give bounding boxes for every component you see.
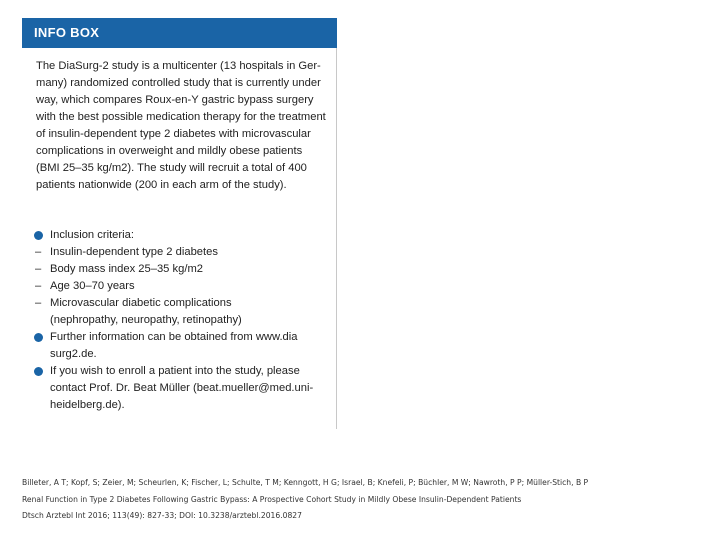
- criteria-text: Microvascular diabetic complications: [50, 297, 232, 309]
- criteria-item: [34, 278, 329, 295]
- dash-icon: –: [35, 280, 42, 292]
- intro-line: of insulin-dependent type 2 diabetes with microvascular: [36, 128, 311, 140]
- inclusion-heading: Inclusion criteria:: [50, 229, 134, 241]
- intro-line: complications in overweight and mildly obese patients: [36, 145, 303, 157]
- enroll-line: heidelberg.de).: [50, 399, 125, 411]
- citation-authors: Billeter, A T; Kopf, S; Zeier, M; Scheurlen, K; Fischer, L; Schulte, T M; Kenngott, H G; Israel, B; Knefeli, P; Büchler, M W; Nawroth, P P; Müller-Stich, B P: [22, 478, 589, 487]
- criteria-text: (nephropathy, neuropathy, retinopathy): [50, 314, 242, 326]
- intro-line: way, which compares Roux-en-Y gastric bypass surgery: [36, 94, 314, 106]
- intro-line: (BMI 25–35 kg/m2). The study will recruit a total of 400: [36, 162, 307, 174]
- enroll-line: If you wish to enroll a patient into the study, please: [50, 365, 300, 377]
- info-box: [22, 18, 337, 429]
- bullet-dot-icon: [34, 367, 43, 376]
- criteria-text: Body mass index 25–35 kg/m2: [50, 263, 203, 275]
- criteria-text: Insulin-dependent type 2 diabetes: [50, 246, 218, 258]
- bullet-dot-icon: [34, 231, 43, 240]
- criteria-item-continued: [34, 312, 329, 329]
- bullet-continuation: [34, 397, 329, 414]
- bullet-list: [34, 227, 329, 414]
- bullet-dot-icon: [34, 333, 43, 342]
- dash-icon: –: [35, 297, 42, 309]
- intro-line: patients nationwide (200 in each arm of the study).: [36, 179, 287, 191]
- info-box-title: INFO BOX: [22, 18, 337, 48]
- info-box-body: [22, 48, 337, 429]
- intro-line: with the best possible medication therapy for the treatment: [36, 111, 326, 123]
- dash-icon: –: [35, 263, 42, 275]
- criteria-text: Age 30–70 years: [50, 280, 135, 292]
- criteria-item: [34, 295, 329, 312]
- enroll-line: contact Prof. Dr. Beat Müller (beat.mueller@med.uni-: [50, 382, 314, 394]
- intro-line: The DiaSurg-2 study is a multicenter (13 hospitals in Ger-: [36, 60, 321, 72]
- bullet-further-info: [34, 329, 329, 346]
- criteria-item: [34, 261, 329, 278]
- criteria-item: [34, 244, 329, 261]
- further-info-line: Further information can be obtained from www.dia: [50, 331, 298, 343]
- intro-line: many) randomized controlled study that is currently under: [36, 77, 321, 89]
- bullet-inclusion: [34, 227, 329, 244]
- intro-paragraph: [36, 58, 328, 194]
- bullet-continuation: [34, 380, 329, 397]
- bullet-continuation: [34, 346, 329, 363]
- citation-source: Dtsch Arztebl Int 2016; 113(49): 827-33; DOI: 10.3238/arztebl.2016.0827: [22, 511, 302, 520]
- citation: [22, 475, 712, 525]
- bullet-enroll: [34, 363, 329, 380]
- further-info-line: surg2.de.: [50, 348, 97, 360]
- citation-title: Renal Function in Type 2 Diabetes Following Gastric Bypass: A Prospective Cohort Study in Mildly Obese Insulin-Dependent Patients: [22, 494, 522, 504]
- dash-icon: –: [35, 246, 42, 258]
